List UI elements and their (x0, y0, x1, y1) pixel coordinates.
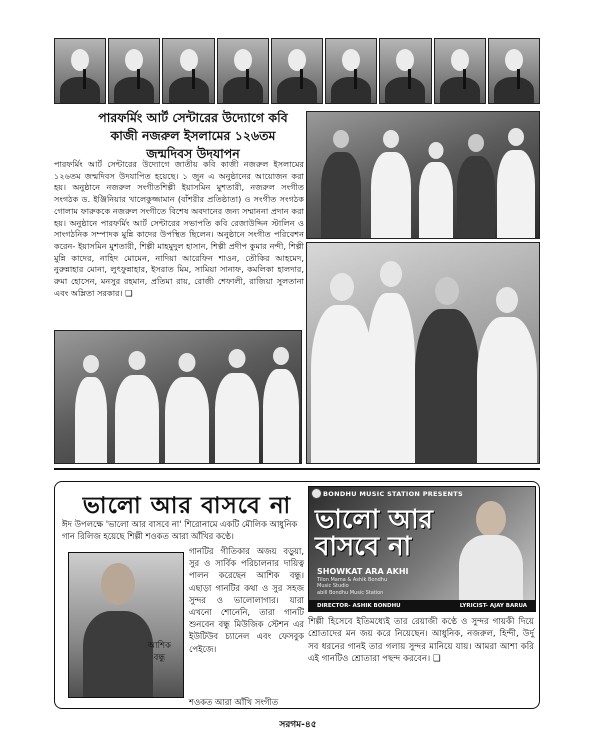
song-intro-text: ঈদ উপলক্ষে 'ভালো আর বাসবে না' শিরোনামে একটি মৌলিক আধুনিক গান রিলিজ হয়েছে শিল্পী শওকত আরা আঁখির কণ্ঠে। (62, 519, 298, 542)
song-title: ভালো আর বাসবে না (82, 493, 292, 519)
section-divider (54, 468, 540, 470)
song-credit-text: গানটির গীতিকার অজয় বড়ুয়া, সুর ও সার্বিক পরিচালনার দায়িত্ব পালন করেছেন আশিক বন্ধু। এছাড়া গানটির কথা ও সুর সহজ সুন্দর ও ভালোলাগার। যারা এখনো শোনেনি, তারা গানটি শুনবেন বন্ধু মিউজিক স্টেশন এর ইউটিউব চ্যানেল এবং ফেসবুক পেইজে। (189, 546, 304, 654)
performer-photo (325, 38, 377, 104)
article-headline (96, 109, 290, 163)
award-group-photo (306, 111, 540, 239)
station-logo-icon (311, 488, 322, 499)
honor-ceremony-photo (306, 242, 540, 464)
children-performers-photo (54, 330, 302, 464)
headline-line-3: জন্মদিবস উদযাপন (146, 146, 240, 162)
poster-credits: Tilon Mama & Ashik Bondhu Music Studio abill Bondhu Music Station (317, 577, 388, 596)
poster-director: DIRECTOR- ASHIK BONDHU (317, 602, 401, 609)
song-poster (308, 486, 536, 612)
photo-strip (54, 38, 540, 104)
performer-photo (434, 38, 486, 104)
song-credit-text-end: শওকত আরা আঁখি সংগীত (189, 697, 279, 707)
headline-line-1: পারফর্মিং আর্ট সেন্টারের উদ্যোগে কবি (98, 110, 288, 125)
portrait-caption: আশিক বন্ধু (147, 641, 171, 663)
article-body: পারফর্মিং আর্ট সেন্টারের উদ্যোগে জাতীয় কবি কাজী নজরুল ইসলামের ১২৬তম জন্মদিবস উদযাপিত হয়েছে। ১ জুন এ অনুষ্ঠানের আয়োজন করা হয়। অনুষ্ঠানে নজরুল সংগীতশিল্পী ইয়াসমিন মুশতারী, নজরুল সংগীত সংগঠক ড. ইঞ্জিনিয়ার খালেকুজ্জামান (বাঁশরীর প্রতিষ্ঠাতা) ও সংগীত সংগঠক গোলাম ফারুককে নজরুল সংগীতে বিশেষ অবদানের জন্য সম্মাননা প্রদান করা হয়। অনুষ্ঠানে পারফর্মিং আর্ট সেন্টারের সভাপতি কবি রেজাউদ্দিন স্টালিন ও সাংগঠনিক সম্পাদক মুন্নি কাদের উপস্থিত ছিলেন। অনুষ্ঠানে সংগীত পরিবেশন করেন- ইয়াসমিন মুশতারী, শিল্পী মাহমুদুল হাসান, শিল্পী প্রদীপ কুমার নন্দী, শিল্পী মুন্নি কাদের, নাহিদ মোমেন, নাদিয়া আরেফিন শাওন, তৌকির আহমেদ, নুরুন্নাহার মোনা, লুৎফুন্নাহার, ইসরাত মিম, সামিয়া সানাফ, কমলিকা হালদার, রুমা হোসেন, মনসুর রহমান, প্রতিমা রায়, রোজী শেফালী, রাজিয়া সুলতানা এবং অম্লিতা সরকার। ❑ (54, 159, 304, 298)
performer-photo (162, 38, 214, 104)
singer-description: শিল্পী হিসেবে ইতিমধ্যেই তার রেয়াজী কণ্ঠে ও সুন্দর গায়কী দিয়ে শ্রোতাদের মন জয় করে নিয়েছেন। আধুনিক, নজরুল, হিন্দী, উর্দু সব ধরনের গানই তার গলায় সুন্দর মানিয়ে যায়। আমরা আশা করি এই গানটিও শ্রোতারা পছন্দ করবেন। ❑ (308, 617, 534, 665)
ashik-bondhu-portrait (68, 552, 184, 698)
performer-photo (217, 38, 269, 104)
performer-photo (108, 38, 160, 104)
poster-singer: SHOWKAT ARA AKHI (317, 567, 409, 576)
poster-title: ভালো আর বাসবে না (315, 505, 433, 563)
performer-photo (271, 38, 323, 104)
performer-photo (54, 38, 106, 104)
performer-photo (488, 38, 540, 104)
headline-line-2: কাজী নজরুল ইসলামের ১২৬তম (110, 128, 276, 144)
poster-lyricist: LYRICIST- AJAY BARUA (459, 602, 527, 609)
page-number: সরগম-৪৫ (279, 720, 317, 730)
performer-photo (379, 38, 431, 104)
poster-station: BONDHU MUSIC STATION PRESENTS (323, 490, 463, 498)
poster-footer (309, 600, 535, 611)
